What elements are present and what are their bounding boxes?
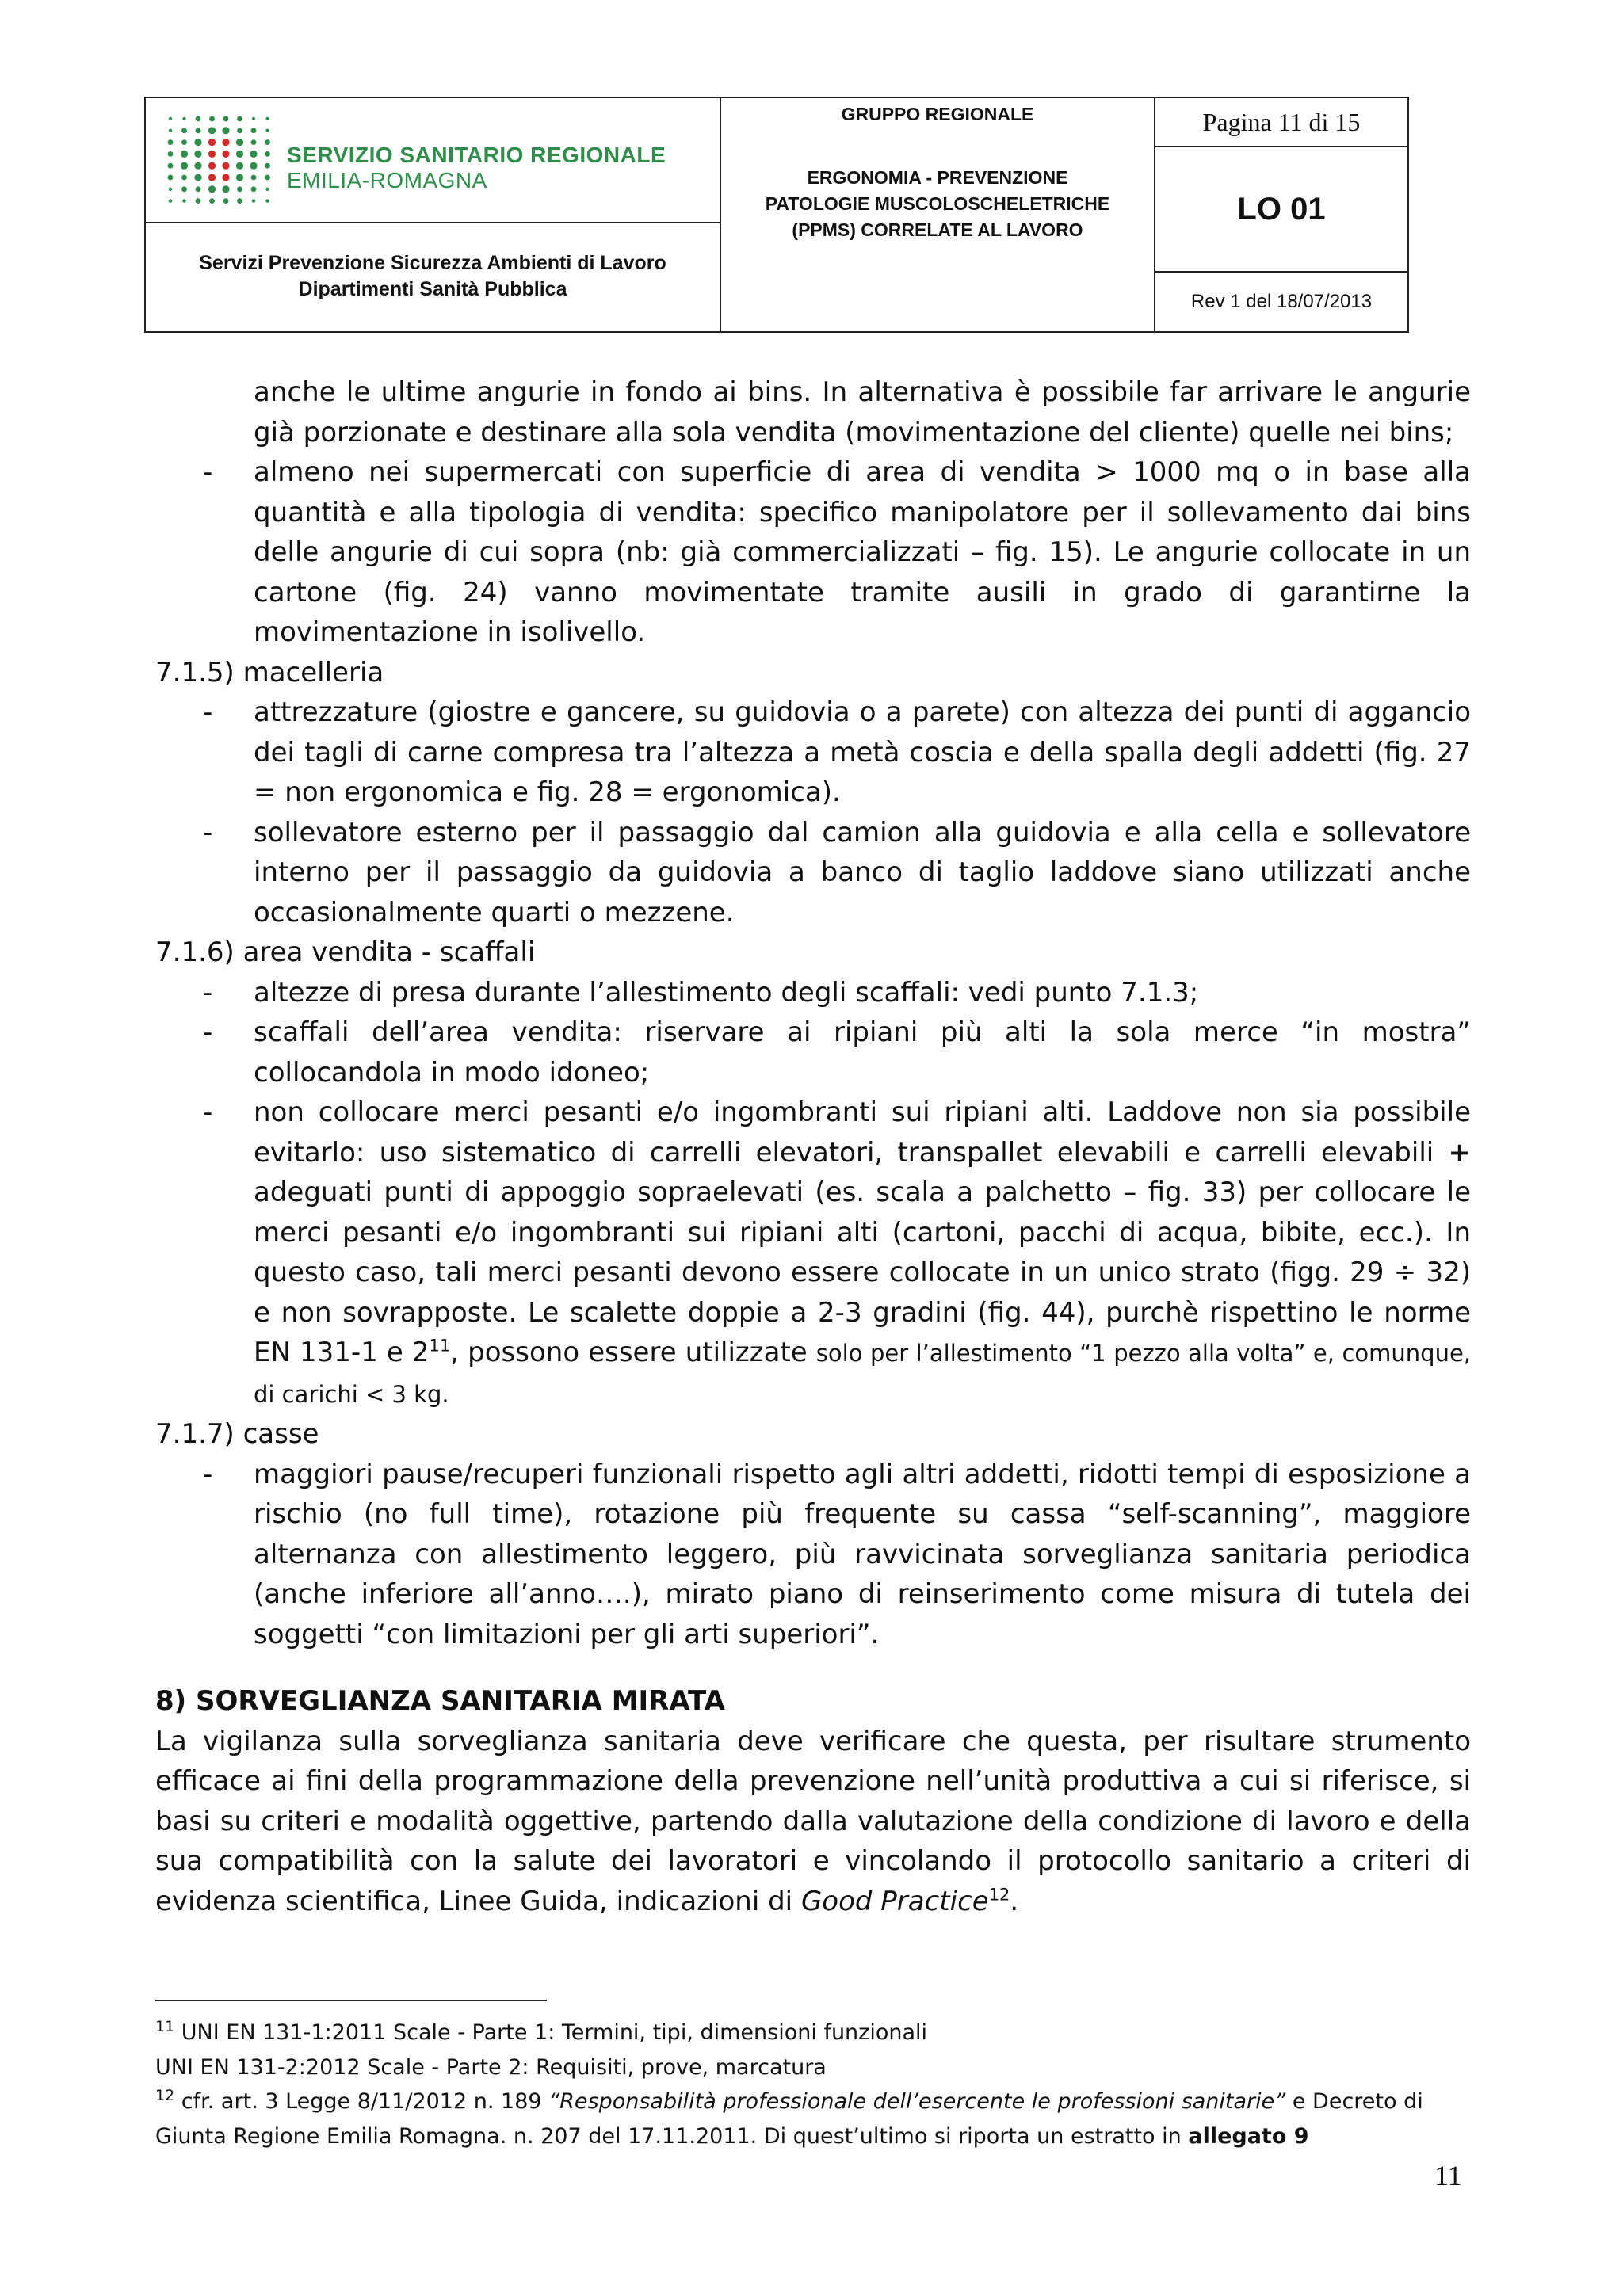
footnote-bold: allegato 9 bbox=[1188, 2123, 1309, 2149]
logo-dot bbox=[265, 117, 269, 120]
logo-dot bbox=[169, 129, 172, 132]
footnote-text: cfr. art. 3 Legge 8/11/2012 n. 189 bbox=[181, 2089, 542, 2114]
title-line-3: (PPMS) CORRELATE AL LAVORO bbox=[792, 219, 1083, 240]
logo-dot bbox=[182, 117, 185, 120]
list-dash: - bbox=[203, 456, 213, 488]
logo-dot bbox=[265, 151, 270, 157]
logo-dot bbox=[209, 116, 215, 122]
logo-dot bbox=[223, 116, 229, 122]
logo-dot bbox=[208, 139, 216, 146]
logo-dot bbox=[194, 162, 201, 170]
footnote-text: UNI EN 131-1:2011 Scale - Parte 1: Termini, tipi, dimensioni funzionali bbox=[181, 2020, 928, 2045]
logo-dot bbox=[196, 128, 201, 133]
list-item bbox=[155, 813, 1471, 933]
list-dash: - bbox=[203, 696, 213, 728]
header-title-cell bbox=[721, 98, 1155, 331]
logo-dot bbox=[237, 128, 242, 133]
logo-dot bbox=[250, 162, 257, 170]
section-8-paragraph bbox=[155, 1722, 1471, 1922]
logo-dot bbox=[236, 139, 243, 146]
logo-dot bbox=[181, 162, 188, 170]
list-dash: - bbox=[203, 1097, 213, 1128]
logo-dot bbox=[168, 139, 174, 145]
logo-dot bbox=[196, 186, 201, 192]
title-line-2: PATOLOGIE MUSCOLOSCHELETRICHE bbox=[765, 193, 1110, 214]
department-cell bbox=[146, 223, 720, 331]
logo-dot bbox=[222, 162, 229, 170]
logo-dot bbox=[265, 175, 270, 181]
logo-area bbox=[146, 98, 720, 223]
document-title bbox=[721, 165, 1154, 243]
logo-dot bbox=[237, 198, 242, 204]
logo-text bbox=[287, 143, 666, 193]
revision-label: Rev 1 del 18/07/2013 bbox=[1190, 291, 1373, 312]
footnote-text: e Decreto di Giunta Regione Emilia Romagna. n. 207 del 17.11.2011. Di quest’ultimo si riporta un estratto in bbox=[155, 2089, 1423, 2149]
list-item bbox=[155, 692, 1471, 813]
list-item-text: attrezzature (giostre e gancere, su guidovia o a parete) con altezza dei punti di aggancio dei tagli di carne compresa tra l’altezza a metà coscia e della spalla degli addetti (fig. 27 = non ergonomica e fig. 28 = ergonomica). bbox=[254, 696, 1471, 808]
logo-dot bbox=[236, 174, 243, 181]
logo-dot bbox=[194, 139, 201, 146]
paragraph-italic: Good Practice bbox=[800, 1885, 989, 1917]
section-heading-716: 7.1.6) area vendita - scaffali bbox=[155, 936, 536, 968]
footnote-11-line-2: UNI EN 131-2:2012 Scale - Parte 2: Requisiti, prove, marcatura bbox=[155, 2054, 827, 2080]
logo-dot bbox=[194, 174, 201, 181]
paragraph-end: . bbox=[1010, 1885, 1019, 1917]
logo-dot bbox=[168, 163, 174, 169]
logo-dot bbox=[181, 128, 187, 133]
logo-line-1: SERVIZIO SANITARIO REGIONALE bbox=[287, 143, 666, 167]
list-item-small-text: solo per l’allestimento “1 pezzo alla volta” e, comunque, di carichi < 3 kg. bbox=[254, 1340, 1472, 1408]
logo-dot bbox=[237, 186, 242, 192]
logo-dot bbox=[265, 129, 269, 132]
logo-dot bbox=[208, 174, 216, 181]
document-body bbox=[155, 372, 1471, 1921]
paragraph-text: La vigilanza sulla sorveglianza sanitaria deve verificare che questa, per risultare strumento efficace ai fini della programmazione della prevenzione nell’unità produttiva a cui si riferisce, si basi su criteri e modalità oggettive, partendo dalla valutazione della condizione di lavoro e della sua compatibilità con la salute dei lavoratori e vincolando il protocollo sanitario a criteri di evidenza scientifica, Linee Guida, indicazioni di bbox=[155, 1725, 1471, 1917]
list-item bbox=[155, 1455, 1471, 1655]
list-item-text: almeno nei supermercati con superficie di area di vendita > 1000 mq o in base alla quantità e alla tipologia di vendita: specifico manipolatore per il sollevamento dai bins delle angurie di cui sopra (nb: già commercializzati – fig. 15). Le angurie collocate in un cartone (fig. 24) vanno movimentate tramite ausili in grado di garantirne la movimentazione in isolivello. bbox=[254, 456, 1471, 648]
list-item-text: non collocare merci pesanti e/o ingombranti sui ripiani alti. Laddove non sia possibile evitarlo: uso sistematico di carrelli elevatori, transpallet elevabili e carrelli elevabili bbox=[254, 1097, 1471, 1169]
logo-dot bbox=[208, 185, 216, 193]
footnote-12 bbox=[155, 2084, 1471, 2153]
list-dash: - bbox=[203, 816, 213, 849]
logo-dot bbox=[181, 151, 188, 158]
list-item-text: , possono essere utilizzate bbox=[450, 1337, 808, 1368]
footnote-number: 12 bbox=[155, 2087, 175, 2104]
logo-dot bbox=[196, 116, 201, 122]
page-number: 11 bbox=[1434, 2160, 1462, 2191]
logo-dot bbox=[252, 199, 255, 202]
logo-dot bbox=[250, 151, 257, 158]
logo-dot bbox=[222, 174, 229, 181]
plus-sign: + bbox=[1448, 1136, 1472, 1169]
logo-dot bbox=[237, 116, 242, 122]
logo-dot bbox=[265, 139, 270, 145]
section-heading-717: 7.1.7) casse bbox=[155, 1418, 319, 1450]
logo-dot bbox=[169, 117, 172, 120]
footnote-11 bbox=[155, 2016, 1471, 2050]
logo-dot bbox=[222, 151, 229, 158]
logo-dot bbox=[196, 198, 201, 204]
footnote-ref-12: 12 bbox=[988, 1885, 1010, 1905]
list-item-text: adeguati punti di appoggio sopraelevati (es. scala a palchetto – fig. 33) per collocare le merci pesanti e/o ingombranti sui ripiani alti (cartoni, pacchi di acqua, bibite, ecc.). In questo caso, tali merci pesanti devono essere collocate in un unico strato (figg. 29 ÷ 32) e non sovrapposte. Le scalette doppie a 2-3 gradini (fig. 44), purchè rispettino le norme EN 131-1 e 2 bbox=[254, 1177, 1471, 1368]
group-label: GRUPPO REGIONALE bbox=[841, 104, 1034, 124]
section-8-title: 8) SORVEGLIANZA SANITARIA MIRATA bbox=[155, 1685, 725, 1717]
title-line-1: ERGONOMIA - PREVENZIONE bbox=[807, 167, 1068, 188]
logo-line-2: EMILIA-ROMAGNA bbox=[287, 168, 487, 193]
list-item bbox=[155, 1013, 1471, 1093]
list-item bbox=[155, 372, 1471, 452]
footnote-separator bbox=[155, 2000, 547, 2001]
logo-dot bbox=[222, 127, 229, 134]
footnote-italic: “Responsabilità professionale dell’esercente le professioni sanitarie” bbox=[548, 2089, 1286, 2114]
logo-dot bbox=[168, 151, 174, 157]
list-item-text: anche le ultime angurie in fondo ai bins. In alternativa è possibile far arrivare le angurie già porzionate e destinare alla sola vendita (movimentazione del cliente) quelle nei bins; bbox=[254, 376, 1471, 448]
logo-dot bbox=[222, 139, 229, 146]
logo-dot bbox=[194, 151, 201, 158]
list-item-text: altezze di presa durante l’allestimento degli scaffali: vedi punto 7.1.3; bbox=[254, 976, 1199, 1009]
ssr-logo-icon bbox=[163, 113, 274, 208]
footnote-ref-11: 11 bbox=[429, 1336, 451, 1356]
document-code: LO 01 bbox=[1155, 147, 1407, 273]
logo-dot bbox=[181, 186, 187, 192]
logo-dot bbox=[251, 128, 257, 133]
header-right-cell bbox=[1155, 98, 1407, 331]
logo-dot bbox=[236, 162, 243, 170]
logo-dot bbox=[208, 162, 216, 170]
logo-dot bbox=[223, 198, 229, 204]
logo-dot bbox=[209, 198, 215, 204]
section-heading-715: 7.1.5) macelleria bbox=[155, 656, 384, 688]
logo-dot bbox=[181, 175, 187, 181]
logo-dot bbox=[251, 186, 257, 192]
logo-dot bbox=[182, 199, 185, 202]
department-line-2: Dipartimenti Sanità Pubblica bbox=[298, 278, 567, 300]
footnote-number: 11 bbox=[155, 2018, 175, 2035]
logo-dot bbox=[181, 139, 187, 145]
page-label: Pagina 11 di 15 bbox=[1155, 98, 1407, 147]
header-left-cell bbox=[146, 98, 721, 331]
list-item bbox=[155, 1093, 1471, 1414]
logo-dot bbox=[236, 151, 243, 158]
list-dash: - bbox=[203, 1016, 213, 1048]
logo-dot bbox=[208, 127, 216, 134]
logo-dot bbox=[169, 188, 172, 191]
logo-dot bbox=[252, 117, 255, 120]
logo-dot bbox=[222, 185, 229, 193]
document-header bbox=[144, 97, 1409, 333]
list-item-text: maggiori pause/recuperi funzionali rispetto agli altri addetti, ridotti tempi di esposizione a rischio (no full time), rotazione più frequente su cassa “self-scanning”, maggiore alternanza con allestimento leggero, più ravvicinata sorveglianza sanitaria periodica (anche inferiore all’anno….), mirato piano di reinserimento come misura di tutela dei soggetti “con limitazioni per gli arti superiori”. bbox=[254, 1458, 1471, 1650]
list-dash: - bbox=[203, 1458, 213, 1490]
logo-dot bbox=[251, 175, 257, 181]
logo-dot bbox=[251, 139, 257, 145]
list-item bbox=[155, 452, 1471, 653]
department-line-1: Servizi Prevenzione Sicurezza Ambienti di Lavoro bbox=[199, 252, 666, 274]
logo-dot bbox=[265, 199, 269, 202]
logo-dot bbox=[208, 151, 216, 158]
list-item-text: scaffali dell’area vendita: riservare ai ripiani più alti la sola merce “in mostra” collocandola in modo idoneo; bbox=[254, 1016, 1471, 1089]
footnotes bbox=[155, 2016, 1471, 2153]
logo-dot bbox=[168, 175, 174, 181]
logo-dot bbox=[265, 188, 269, 191]
list-item-text: sollevatore esterno per il passaggio dal camion alla guidovia e alla cella e sollevatore interno per il passaggio da guidovia a banco di taglio laddove siano utilizzati anche occasionalmente quarti o mezzene. bbox=[254, 816, 1471, 929]
list-item bbox=[155, 973, 1471, 1013]
logo-dot bbox=[265, 163, 270, 169]
logo-dot bbox=[169, 199, 172, 202]
list-dash: - bbox=[203, 976, 213, 1009]
